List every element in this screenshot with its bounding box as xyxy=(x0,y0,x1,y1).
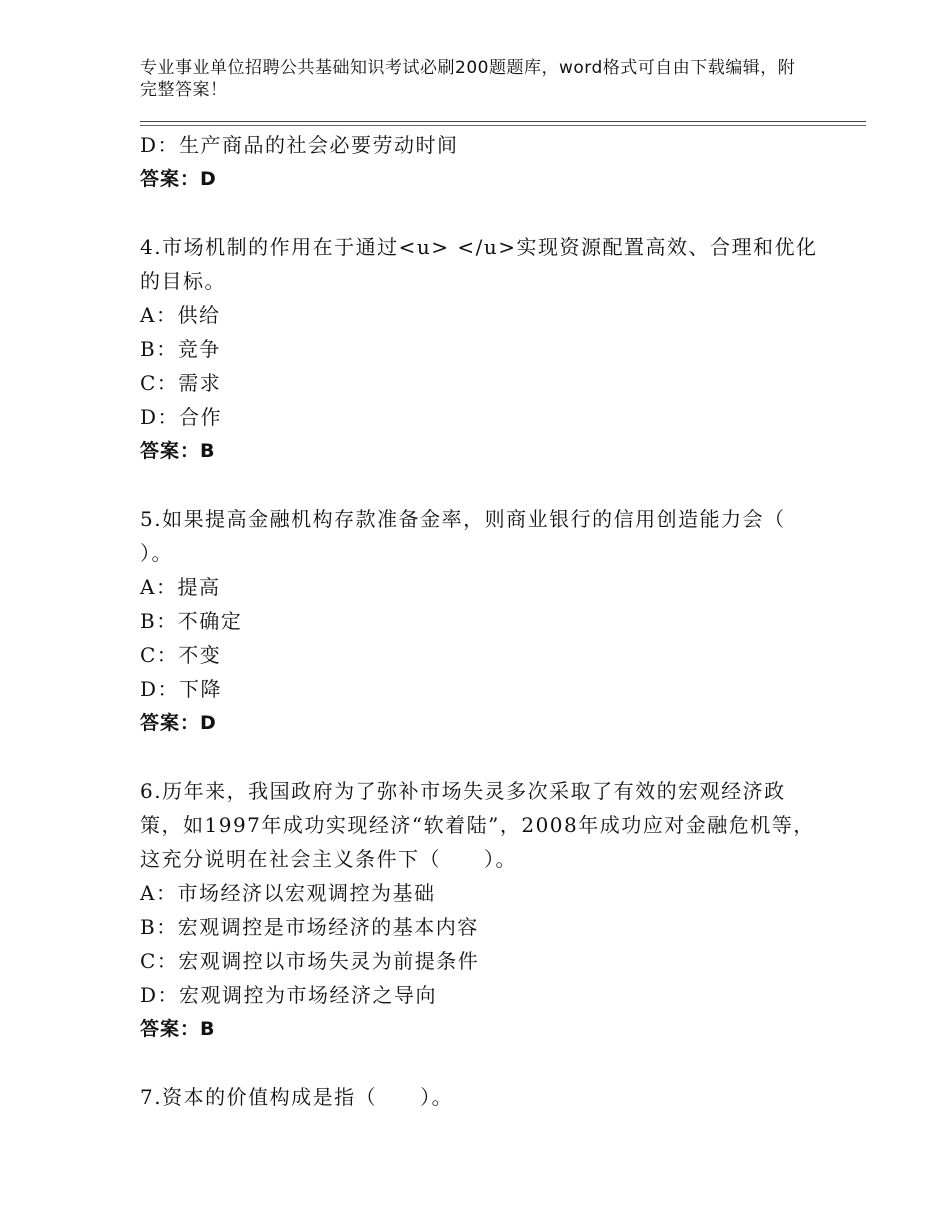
option-a: A：市场经济以宏观调控为基础 xyxy=(140,881,436,905)
header-rule-top xyxy=(140,121,866,122)
answer-line: 答案：B xyxy=(140,1018,216,1040)
answer-line: 答案：D xyxy=(140,168,217,190)
option-c: C：不变 xyxy=(140,643,222,667)
option-d: D：宏观调控为市场经济之导向 xyxy=(140,983,438,1007)
option-d: D：合作 xyxy=(140,405,223,429)
option-d: D：生产商品的社会必要劳动时间 xyxy=(140,133,459,157)
spacer xyxy=(140,1046,820,1080)
option-a: A：供给 xyxy=(140,303,221,327)
spacer xyxy=(140,468,820,502)
option-c: C：需求 xyxy=(140,371,222,395)
option-d: D：下降 xyxy=(140,677,223,701)
page-header: 专业事业单位招聘公共基础知识考试必刷200题题库，word格式可自由下载编辑，附完整答案！ xyxy=(140,58,796,100)
document-body xyxy=(140,128,820,1114)
spacer xyxy=(140,740,820,774)
question-text: 7.资本的价值构成是指（ ）。 xyxy=(140,1085,454,1109)
option-c: C：宏观调控以市场失灵为前提条件 xyxy=(140,949,480,973)
question-text: 4.市场机制的作用在于通过<u> </u>实现资源配置高效、合理和优化的目标。 xyxy=(140,235,818,293)
option-b: B：竞争 xyxy=(140,337,221,361)
question-text: 5.如果提高金融机构存款准备金率，则商业银行的信用创造能力会（ ）。 xyxy=(140,507,786,565)
answer-line: 答案：D xyxy=(140,712,217,734)
spacer xyxy=(140,196,820,230)
option-b: B：不确定 xyxy=(140,609,243,633)
option-b: B：宏观调控是市场经济的基本内容 xyxy=(140,915,479,939)
header-rule-bottom xyxy=(140,125,866,126)
option-a: A：提高 xyxy=(140,575,221,599)
answer-line: 答案：B xyxy=(140,440,216,462)
question-text: 6.历年来，我国政府为了弥补市场失灵多次采取了有效的宏观经济政策，如1997年成功实现经济“软着陆”，2008年成功应对金融危机等，这充分说明在社会主义条件下（ ）。 xyxy=(140,779,815,871)
